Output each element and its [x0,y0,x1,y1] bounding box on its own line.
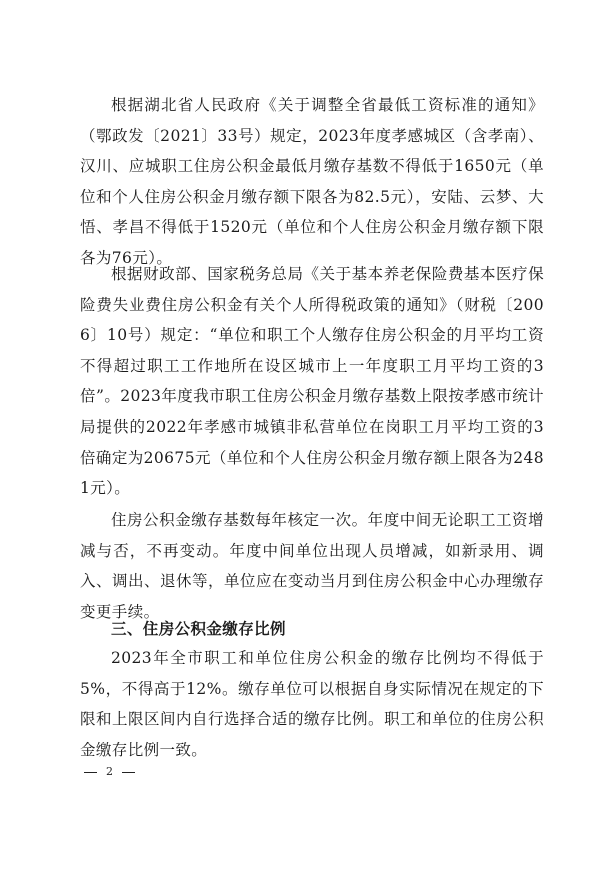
page-number: 2 [106,765,113,778]
paragraph-maximum-base: 根据财政部、国家税务总局《关于基本养老保险费基本医疗保险费失业费住房公积金有关个人所得税政策的通知》（财税〔2006〕10号）规定：“单位和职工个人缴存住房公积金的月平均工资不得超过职工工作地所在设区城市上一年度职工月平均工资的3倍”。2023年度我市职工住房公积金月缴存基数上限按孝感市统计局提供的2022年孝感市城镇非私营单位在岗职工月平均工资的3倍确定为20675元（单位和个人住房公积金月缴存额上限各为2481元）。 [80,265,544,498]
left-dash-divider [84,772,97,773]
page-footer [84,764,135,780]
paragraph-annual-verification: 住房公积金缴存基数每年核定一次。年度中间无论职工工资增减与否，不再变动。年度中间单位出现人员增减，如新录用、调入、调出、退休等，单位应在变动当月到住房公积金中心办理缴存变更手续。 [80,511,544,621]
right-dash-divider [122,772,135,773]
section-heading: 三、住房公积金缴存比例 [111,620,286,638]
paragraph-minimum-base: 根据湖北省人民政府《关于调整全省最低工资标准的通知》（鄂政发〔2021〕33号）规定，2023年度孝感城区（含孝南）、汉川、应城职工住房公积金最低月缴存基数不得低于1650元（单位和个人住房公积金月缴存额下限各为82.5元），安陆、云梦、大悟、孝昌不得低于1520元（单位和个人住房公积金月缴存额下限各为76元）。 [80,96,544,267]
paragraph-contribution-ratio: 2023年全市职工和单位住房公积金的缴存比例均不得低于5%，不得高于12%。缴存单位可以根据自身实际情况在规定的下限和上限区间内自行选择合适的缴存比例。职工和单位的住房公积金缴存比例一致。 [80,649,544,759]
